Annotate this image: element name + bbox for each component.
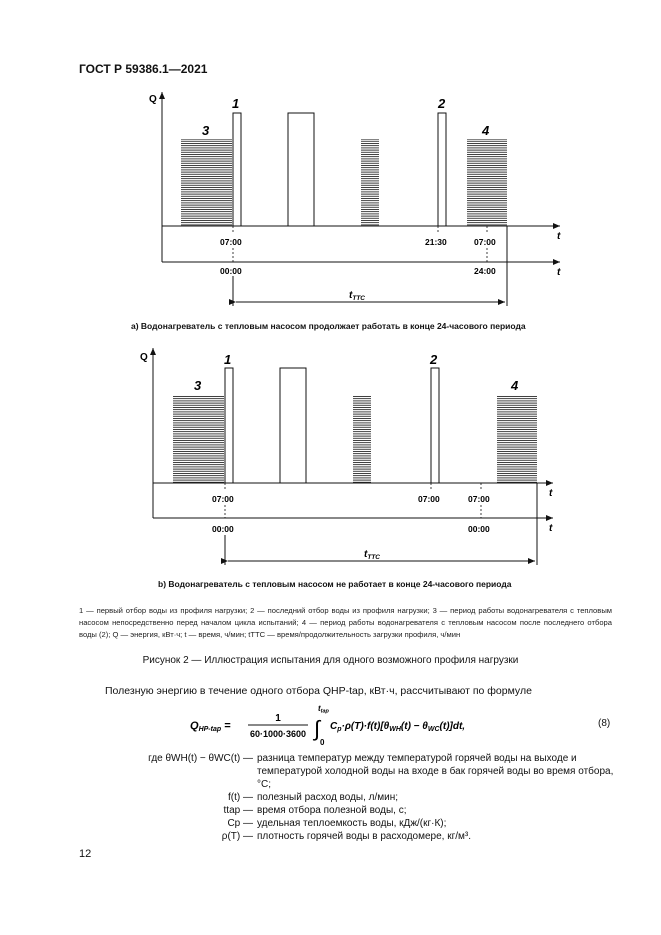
tick-bottom-2-b: 00:00	[468, 524, 490, 534]
definitions-list	[79, 752, 619, 843]
definition-item	[79, 791, 619, 804]
tick-top-1-b: 07:00	[212, 494, 234, 504]
integral-upper: ttap	[318, 704, 329, 715]
tap-mid-b	[280, 368, 306, 483]
t-label-b: t	[549, 488, 553, 499]
page-number: 12	[79, 848, 92, 860]
label-3-b: 3	[194, 378, 202, 393]
tap-1-b	[225, 368, 233, 483]
label-4-b: 4	[511, 378, 519, 393]
formula-8	[190, 700, 520, 748]
period-4-a	[467, 139, 507, 226]
period-4-b	[497, 395, 537, 483]
tick-top-3-b: 07:00	[468, 494, 490, 504]
label-2-a: 2	[438, 96, 446, 111]
label-1-a: 1	[232, 96, 240, 111]
tap-mid-a	[288, 113, 314, 226]
caption-a: a) Водонагреватель с тепловым насосом продолжает работать в конце 24-часового периода	[131, 321, 526, 331]
integrand: $C_p\cdot\rho(T)\cdot f(t)[\theta_{WH}(t) - \theta_{WC}(t)]dt$,	[330, 721, 466, 733]
interval-label-b: $t_{TTC}$	[364, 549, 380, 561]
definition-text: плотность горячей воды в расходомере, кг/м³.	[257, 831, 472, 842]
definition-term: где θWH(t) − θWC(t) —	[148, 753, 253, 764]
formula-denominator: 60·1000·3600	[249, 729, 307, 739]
period-3-a	[181, 139, 232, 226]
diagram-a	[149, 92, 561, 306]
definition-term: ρ(T) —	[221, 831, 253, 842]
q-label-b: Q	[140, 352, 148, 363]
period-3-b	[173, 395, 224, 483]
definition-term: f(t) —	[228, 792, 253, 803]
label-1-b: 1	[224, 352, 232, 367]
definition-item	[79, 817, 619, 830]
tick-bottom-1-b: 00:00	[212, 524, 234, 534]
integral-lower: 0	[320, 738, 325, 747]
integral-sign: ∫	[314, 716, 321, 741]
q-label-a: Q	[149, 94, 157, 105]
figure-legend: 1 — первый отбор воды из профиля нагрузки; 2 — последний отбор воды из профиля нагрузки; 3 — период работы водонагревателя с тепловым насосом непосредственно перед началом цикла испытаний; 4 — период работы водонагревателя с тепловым насосом после последнего отбора воды (2); Q — энергия, кВт·ч; t — время, ч/мин; tTTC — время/продолжительность загрузки профиля, ч/мин	[79, 606, 612, 639]
tap-2-b	[431, 368, 439, 483]
label-4-a: 4	[482, 123, 490, 138]
definition-item	[79, 830, 619, 843]
definition-item	[79, 804, 619, 817]
tap-2-a	[438, 113, 446, 226]
period-hatched-mid-a	[361, 139, 379, 226]
definition-term: ttap —	[223, 805, 253, 816]
tick-top-3-a: 07:00	[474, 237, 496, 247]
tick-top-2-a: 21:30	[425, 237, 447, 247]
figure-title: Рисунок 2 — Иллюстрация испытания для одного возможного профиля нагрузки	[142, 655, 519, 666]
formula-lhs: QHP-tap =	[190, 720, 231, 733]
tick-top-2-b: 07:00	[418, 494, 440, 504]
label-2-b: 2	[430, 352, 438, 367]
label-3-a: 3	[202, 123, 210, 138]
definition-text: время отбора полезной воды, с;	[257, 805, 407, 816]
formula-numerator: 1	[275, 713, 281, 724]
t-label-a: t	[557, 231, 561, 242]
definition-text: полезный расход воды, л/мин;	[257, 792, 399, 803]
definition-text: разница температур между температурой горячей воды на выходе и температурой холодной воды на входе в бак горячей воды во время отбора, °C;	[257, 753, 614, 790]
diagram-b	[140, 348, 553, 565]
period-hatched-mid-b	[353, 395, 371, 483]
tick-bottom-2-a: 24:00	[474, 266, 496, 276]
equation-number: (8)	[598, 718, 611, 729]
document-header: ГОСТ Р 59386.1—2021	[79, 62, 208, 76]
caption-b: b) Водонагреватель с тепловым насосом не работает в конце 24-часового периода	[158, 579, 512, 589]
definition-term: Cp —	[227, 818, 253, 829]
t-label-2-b: t	[549, 523, 553, 534]
tick-top-1-a: 07:00	[220, 237, 242, 247]
tap-1-a	[233, 113, 241, 226]
t-label-2-a: t	[557, 267, 561, 278]
interval-label-a: $t_{TTC}$	[349, 290, 365, 302]
tick-bottom-1-a: 00:00	[220, 266, 242, 276]
definition-item	[79, 752, 619, 791]
definition-text: удельная теплоемкость воды, кДж/(кг·К);	[257, 818, 447, 829]
formula-intro-paragraph: Полезную энергию в течение одного отбора QHP-tap, кВт·ч, рассчитывают по формуле	[105, 685, 532, 697]
